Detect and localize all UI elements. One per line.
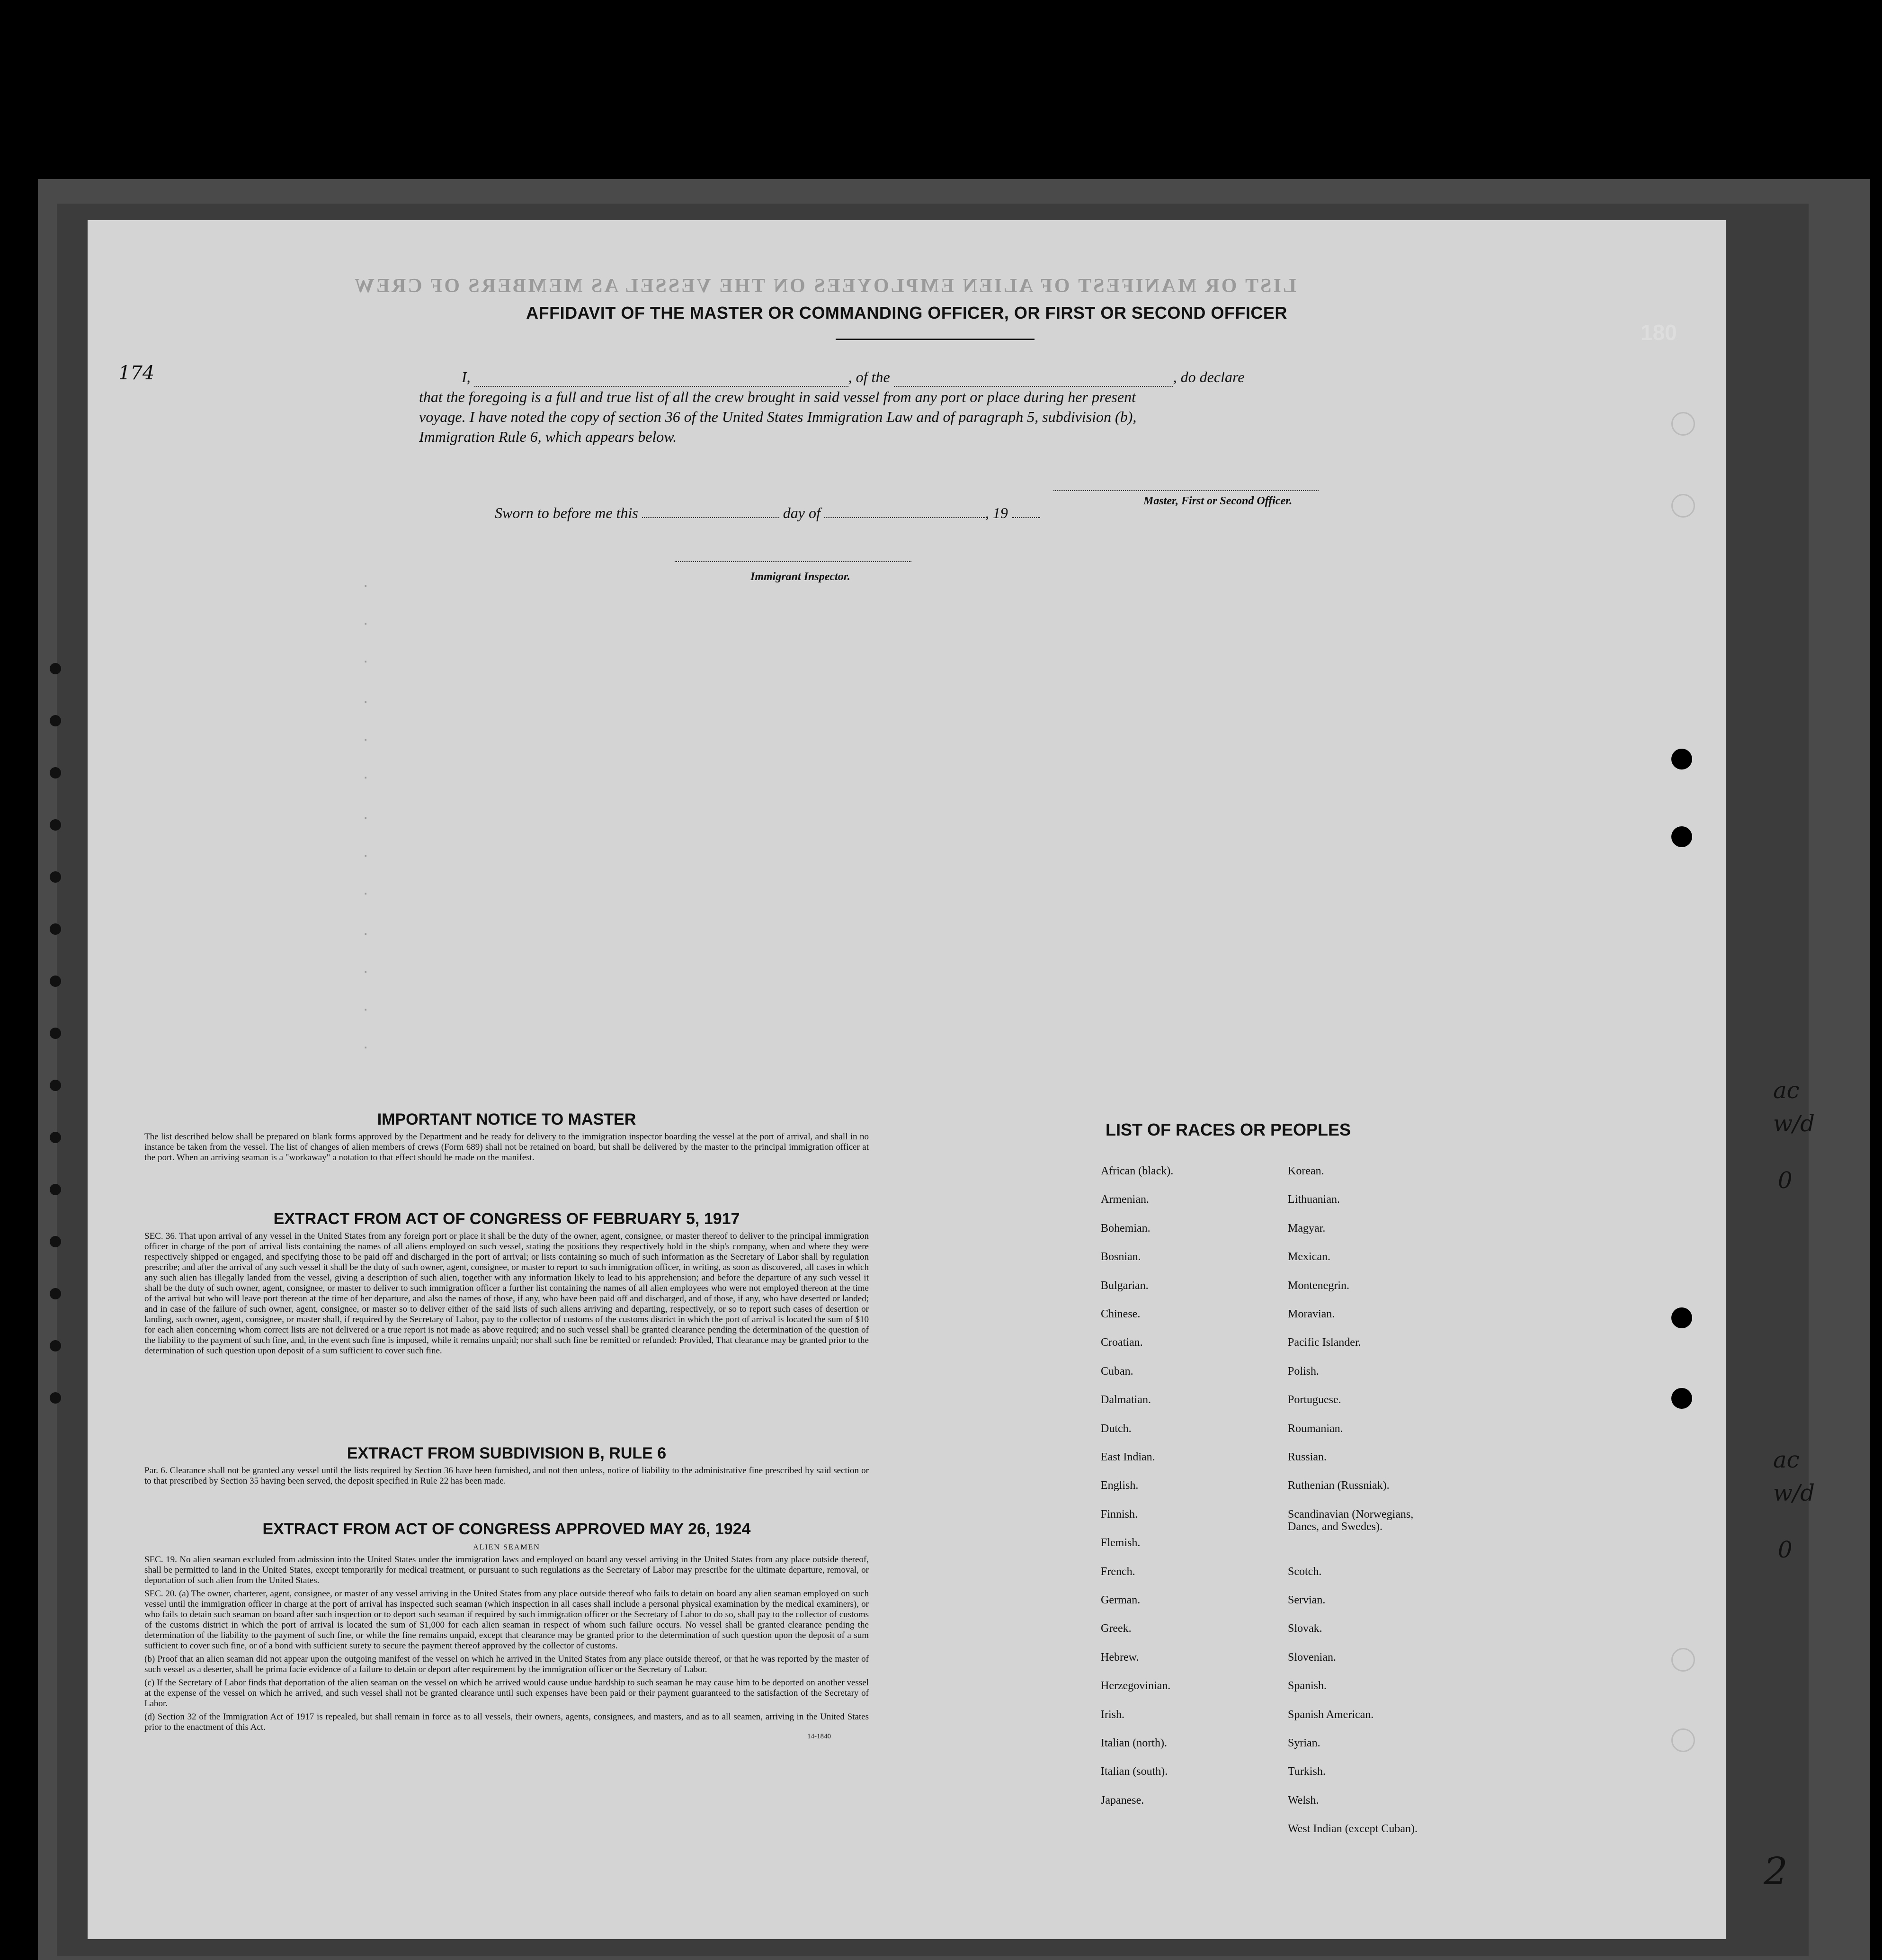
extract-1924-sec20a: SEC. 20. (a) The owner, charterer, agent, consignee, or master of any vessel arriving in the United States from any place outside thereof who fails to detain on board any alien seaman employed on such vessel until the immigration officer in charge at the port of arrival has inspected such seaman (which inspection in all cases shall include a personal physical examination by the medical examiners), or who fails to detain such seaman on board after such inspection or to deport such seaman if required by such immigration officer or the Secretary of Labor to do so, shall pay to the collector of customs of the customs district in which the port of arrival is located the sum of $1,000 for each alien seaman in respect of whom such failure occurs. No vessel shall be granted clearance pending the determination of the liability to the payment of such fine, or while the fine remains unpaid, except that clearance may be granted prior to the determination of such question upon the deposit of a sum sufficient to cover such fine, or of a bond with sufficient surety to secure the payment thereof approved by the collector of customs. — [144, 1589, 869, 1651]
punch-hole — [1671, 1307, 1692, 1328]
handwritten-zero-1: 0 — [1778, 1167, 1793, 1194]
race-item: Dutch. — [1101, 1422, 1132, 1435]
race-item: Moravian. — [1288, 1308, 1335, 1320]
punch-hole — [1671, 749, 1692, 770]
vessel-name-blank[interactable] — [894, 372, 1173, 387]
race-item: Mexican. — [1288, 1251, 1330, 1263]
race-item: Russian. — [1288, 1451, 1327, 1463]
affidavit-declaration — [419, 367, 1461, 447]
inspector-caption: Immigrant Inspector. — [750, 571, 850, 583]
extract-1924-sec20b: (b) Proof that an alien seaman did not appear upon the outgoing manifest of the vessel on which he arrived in the United States from any place outside thereof, or that he was reported by the master of such vessel as a deserter, shall be prima facie evidence of a failure to detain or deport after requirement by the immigration officer or the Secretary of Labor. — [144, 1654, 869, 1674]
extract-1924-subtitle: ALIEN SEAMEN — [473, 1543, 540, 1551]
race-item: Italian (south). — [1101, 1765, 1168, 1778]
manifest-sheet: LIST OR MANIFEST OF ALIEN EMPLOYEES ON THE VESSEL AS MEMBERS OF CREW 180 174 AFFIDAVIT OF THE MASTER OR COMMANDING OFFICER, OR FIRST OR SECOND OFFICER I, , of the , do declare that the foregoing is a full and true list of all the crew brought in said vessel from any port or place during her present voyage. I have noted the copy of section 36 of the United States Immigration Law and of paragraph 5, subdivision (b), Immigration Rule 6, which appears below. Master, First or Second Officer. Sworn to before me this day of , 19 Immigrant Inspector. . . . . . . . . . . . . . IMPORTANT NOTICE TO MASTER The list described below shall be prepared on blank forms approved by the Department and be ready for delivery to the immigration inspector boarding the vessel at the port of arrival, and shall in no instance be taken from the vessel. The list of changes of alien members of crews (Form 689) shall not be retained on board, but shall be delivered by the master to the principal immigration officer at the port. When an arriving seaman is a "workaway" a notation to that effect should be made on the manifest. EXTRACT FROM ACT OF CONGRESS OF FEBRUARY 5, 1917 SEC. 36. That upon arrival of any vessel in the United States from any foreign port or place it shall be the duty of the owner, agent, consignee, or master thereof to deliver to the principal immigration officer in charge of the port of arrival lists containing the names of all aliens employed on such vessel, stating the positions they respectively hold in the ship's company, when and where they were respectively shipped or engaged, and specifying those to be paid off and discharged in the port of arrival; or lists containing so much of such information as the Secretary of Labor shall by regulation prescribe; and after the arrival of any such vessel it shall be the duty of such owner, agent, consignee, or master to report to such immigration officer, in writing, as soon as discovered, all cases in which any such alien has illegally landed from the vessel, giving a description of such alien, together with any information likely to lead to his apprehension; and before the departure of any such vessel it shall be the duty of such owner, agent, consignee, or master to deliver to such immigration officer a further list containing the names of all alien employees who were not employed thereon at the time of the arrival but who will leave port thereon at the time of her departure, and also the names of those, if any, who have been paid off and discharged, and of those, if any, who have deserted or landed; and in case of the failure of such owner, agent, consignee, or master so to deliver either of the said lists of such aliens arriving and departing, respectively, or so to report such cases of desertion or landing, such owner, agent, consignee, or master shall, if required by the Secretary of Labor, pay to the collector of customs of the customs district in which the port of arrival is located the sum of $10 for each alien concerning whom correct lists are not delivered or a true report is not made as above required; and no such vessel shall be granted clearance pending the determination of the question of the liability to the payment of such fine, and, in the event such fine is imposed, while it remains unpaid; nor shall such fine be remitted or refunded: Provided, That clearance may be granted prior to the determination of such question upon deposit of a sum sufficient to cover such fine. EXTRACT FROM SUBDIVISION B, RULE 6 Par. 6. Clearance shall not be granted any vessel until the lists required by Section 36 have been furnished, and not then unless, notice of liability to the administrative fine prescribed by said section or to that prescribed by Section 35 having been served, the deposit specified in Rule 22 has been made. EXTRACT FROM ACT OF CONGRESS APPROVED MAY 26, 1924 ALIEN SEAMEN SEC. 19. No alien seaman excluded from admission into the United States under the immigration laws and employed on board any vessel arriving in the United States from any place outside thereof, shall be permitted to land in the United States, except temporarily for medical treatment, or pursuant to such regulations as the Secretary of Labor may prescribe for the ultimate departure, removal, or deportation of such alien from the United States. SEC. 20. (a) The owner, charterer, agent, consignee, or master of any vessel arriving in the United States from any place outside thereof who fails to detain on board any alien seaman employed on such vessel until the immigration officer in charge at the port of arrival has inspected such seaman (which inspection in all cases shall include a personal physical examination by the medical examiners), or who fails to detain such seaman on board after such inspection or to deport such seaman if required by such immigration officer or the Secretary of Labor to do so, shall pay to the collector of customs of the customs district in which the port of arrival is located the sum of $1,000 for each alien seaman in respect of whom such failure occurs. No vessel shall be granted clearance pending the determination of the liability to the payment of such fine, or while the fine remains unpaid, except that clearance may be granted prior to the determination of such question upon the deposit of a sum sufficient to cover such fine, or of a bond with sufficient surety to secure the payment thereof approved by the collector of customs. (b) Proof that an alien seaman did not appear upon the outgoing manifest of the vessel on which he arrived in the United States from any place outside thereof, or that he was reported by the master of such vessel as a deserter, shall be prima facie evidence of a failure to detain or deport after requirement by the immigration officer or the Secretary of Labor. (c) If the Secretary of Labor finds that deportation of the alien seaman on the vessel on which he arrived would cause undue hardship to such seaman he may cause him to be deported on another vessel at the expense of the vessel on which he arrived, and such vessel shall not be granted clearance until such expenses have been paid or their payment guaranteed to the satisfaction of the Secretary of Labor. (d) Section 32 of the Immigration Act of 1917 is repealed, but shall remain in force as to all vessels, their owners, agents, consignees, and masters, and as to all seamen, arriving in the United States prior to the enactment of this Act. 14-1840 LIST OF RACES OR PEOPLES ac w/d 0 ac w/d 0 2 African (black). Armenian. Bohemian. Bosnian. Bulgarian. Chinese. Croatian. Cuban. Dalmatian. Dutch. East Indian. English. Finnish. Flemish. French. German. Greek. Hebrew. Herzegovinian. Irish. Italian (north). Italian (south). Japanese. Korean. Lithuanian. Magyar. Mexican. Montenegrin. Moravian. Pacific Islander. Polish. Portuguese. Roumanian. Russian. Ruthenian (Russniak). Scandinavian (Norwegians, Danes, and Swedes). Scotch. Servian. Slovak. Slovenian. Spanish. Spanish American. Syrian. Turkish. Welsh. West Indian (except Cuban). — [88, 220, 1726, 1939]
master-name-blank[interactable] — [474, 372, 848, 387]
race-item: Bosnian. — [1101, 1251, 1141, 1263]
race-item: Spanish. — [1288, 1680, 1327, 1692]
race-item: French. — [1101, 1565, 1135, 1578]
race-item: Syrian. — [1288, 1737, 1320, 1749]
inspector-signature-line[interactable] — [675, 561, 911, 562]
handwritten-zero-2: 0 — [1778, 1537, 1793, 1563]
signature-line[interactable] — [1053, 490, 1319, 491]
punch-hole — [1671, 412, 1695, 436]
race-item: Danes, and Swedes). — [1288, 1520, 1383, 1533]
race-item: Korean. — [1288, 1165, 1324, 1177]
race-item: Slovak. — [1288, 1622, 1322, 1635]
race-item: Japanese. — [1101, 1794, 1144, 1807]
decl-mid: , of the — [848, 368, 890, 385]
decl-line3: voyage. I have noted the copy of section 36 of the United States Immigration Law and of paragraph 5, subdivision (b), — [419, 408, 1137, 425]
punch-hole — [1671, 494, 1695, 518]
affidavit-title: AFFIDAVIT OF THE MASTER OR COMMANDING OFFICER, OR FIRST OR SECOND OFFICER — [526, 303, 1287, 322]
race-item: Finnish. — [1101, 1508, 1138, 1521]
extract-1924-sec20c: (c) If the Secretary of Labor finds that deportation of the alien seaman on the vessel on which he arrived would cause undue hardship to such seaman he may cause him to be deported on another vessel at the expense of the vessel on which he arrived, and such vessel shall not be granted clearance until such expenses have been paid or their payment guaranteed to the satisfaction of the Secretary of Labor. — [144, 1678, 869, 1709]
race-item: Slovenian. — [1288, 1651, 1336, 1664]
sworn-day-label: day of — [783, 504, 821, 521]
handwritten-note-2b: w/d — [1773, 1480, 1815, 1506]
sworn-prefix: Sworn to before me this — [495, 504, 638, 521]
extract-1917-text: SEC. 36. That upon arrival of any vessel in the United States from any foreign port or place it shall be the duty of the owner, agent, consignee, or master thereof to deliver to the principal immigration officer in charge of the port of arrival lists containing the names of all aliens employed on such vessel, stating the positions they respectively hold in the ship's company, when and where they were respectively shipped or engaged, and specifying those to be paid off and discharged in the port of arrival; or lists containing so much of such information as the Secretary of Labor shall by regulation prescribe; and after the arrival of any such vessel it shall be the duty of such owner, agent, consignee, or master to report to such immigration officer, in writing, as soon as discovered, all cases in which any such alien has illegally landed from the vessel, giving a description of such alien, together with any information likely to lead to his apprehension; and before the departure of any such vessel it shall be the duty of such owner, agent, consignee, or master to deliver to such immigration officer a further list containing the names of all alien employees who were not employed thereon at the time of the arrival but who will leave port thereon at the time of her departure, and also the names of those, if any, who have been paid off and discharged, and of those, if any, who have deserted or landed; and in case of the failure of such owner, agent, consignee, or master so to deliver either of the said lists of such aliens arriving and departing, respectively, or so to report such cases of desertion or landing, such owner, agent, consignee, or master shall, if required by the Secretary of Labor, pay to the collector of customs of the customs district in which the port of arrival is located the sum of $10 for each alien concerning whom correct lists are not delivered or a true report is not made as above required; and no such vessel shall be granted clearance pending the determination of the question of the liability to the payment of such fine, and, in the event such fine is imposed, while it remains unpaid; nor shall such fine be remitted or refunded: Provided, That clearance may be granted prior to the determination of such question upon deposit of a sum sufficient to cover such fine. — [144, 1231, 869, 1356]
race-item: Portuguese. — [1288, 1394, 1341, 1406]
race-item: Ruthenian (Russniak). — [1288, 1479, 1390, 1492]
race-item: West Indian (except Cuban). — [1288, 1823, 1418, 1835]
punch-hole — [1671, 826, 1692, 847]
handwritten-note-1b: w/d — [1773, 1110, 1815, 1137]
race-item: Irish. — [1101, 1708, 1124, 1721]
race-item: Dalmatian. — [1101, 1394, 1151, 1406]
race-item: Cuban. — [1101, 1365, 1133, 1378]
race-item: German. — [1101, 1594, 1141, 1606]
form-number: 14-1840 — [807, 1733, 831, 1740]
handwritten-note-2a: ac — [1773, 1447, 1800, 1473]
handwritten-note-1a: ac — [1773, 1077, 1800, 1104]
race-item: English. — [1101, 1479, 1139, 1492]
notice-title: IMPORTANT NOTICE TO MASTER — [377, 1110, 636, 1128]
races-title: LIST OF RACES OR PEOPLES — [1106, 1120, 1351, 1139]
race-item: Spanish American. — [1288, 1708, 1374, 1721]
race-item: Scotch. — [1288, 1565, 1322, 1578]
race-item: Hebrew. — [1101, 1651, 1139, 1664]
extract-1917-title: EXTRACT FROM ACT OF CONGRESS OF FEBRUARY 5, 1917 — [273, 1210, 740, 1228]
notice-section — [144, 1110, 869, 1163]
race-item: Bulgarian. — [1101, 1279, 1149, 1292]
race-item: Turkish. — [1288, 1765, 1326, 1778]
race-item: Scandinavian (Norwegians, — [1288, 1508, 1414, 1521]
sworn-year-label: , 19 — [985, 504, 1008, 521]
race-item: Herzegovinian. — [1101, 1680, 1171, 1692]
race-item: Armenian. — [1101, 1193, 1149, 1206]
page-number: 180 — [1641, 320, 1677, 345]
decl-line2: that the foregoing is a full and true list of all the crew brought in said vessel from any port or place during her present — [419, 388, 1136, 405]
notice-text: The list described below shall be prepared on blank forms approved by the Department and be ready for delivery to the immigration inspector boarding the vessel at the port of arrival, and shall in no instance be taken from the vessel. The list of changes of alien members of crews (Form 689) shall not be retained on board, but shall be delivered by the master to the principal immigration officer at the port. When an arriving seaman is a "workaway" a notation to that effect should be made on the manifest. — [144, 1132, 869, 1163]
punch-hole — [1671, 1388, 1692, 1409]
extract-rule6-title: EXTRACT FROM SUBDIVISION B, RULE 6 — [347, 1444, 667, 1462]
extract-1924-title: EXTRACT FROM ACT OF CONGRESS APPROVED MAY 26, 1924 — [262, 1520, 751, 1538]
race-item: Croatian. — [1101, 1336, 1143, 1349]
race-item: Magyar. — [1288, 1222, 1326, 1235]
race-item: Pacific Islander. — [1288, 1336, 1361, 1349]
signature-caption: Master, First or Second Officer. — [1143, 495, 1293, 507]
extract-rule6-text: Par. 6. Clearance shall not be granted any vessel until the lists required by Section 36 have been furnished, and not then unless, notice of liability to the administrative fine prescribed by said section or to that prescribed by Section 35 having been served, the deposit specified in Rule 22 has been made. — [144, 1466, 869, 1486]
extract-1924-sec20d: (d) Section 32 of the Immigration Act of 1917 is repealed, but shall remain in force as to all vessels, their owners, agents, consignees, and masters, and as to all seamen, arriving in the United States prior to the enactment of this Act. — [144, 1712, 869, 1732]
decl-suffix: , do declare — [1173, 368, 1245, 385]
race-item: Polish. — [1288, 1365, 1320, 1378]
race-item: Bohemian. — [1101, 1222, 1151, 1235]
race-item: Montenegrin. — [1288, 1279, 1349, 1292]
race-item: African (black). — [1101, 1165, 1174, 1177]
title-underline — [836, 339, 1035, 340]
extract-1917-section — [144, 1210, 869, 1356]
sworn-year-blank[interactable] — [1012, 517, 1040, 518]
sworn-day-blank[interactable] — [642, 517, 779, 518]
decl-prefix: I, — [462, 368, 471, 385]
handwritten-corner-mark: 2 — [1764, 1849, 1788, 1893]
race-item: Italian (north). — [1101, 1737, 1167, 1749]
punch-hole — [1671, 1648, 1695, 1672]
sworn-statement — [495, 504, 1040, 522]
decl-line4: Immigration Rule 6, which appears below. — [419, 428, 677, 445]
race-item: Servian. — [1288, 1594, 1326, 1606]
extract-1924-section — [144, 1520, 869, 1741]
sworn-month-blank[interactable] — [824, 517, 985, 518]
race-item: Chinese. — [1101, 1308, 1141, 1320]
race-item: Flemish. — [1101, 1537, 1141, 1549]
extract-rule6-section — [144, 1444, 869, 1486]
race-item: Greek. — [1101, 1622, 1132, 1635]
race-item: Welsh. — [1288, 1794, 1319, 1807]
race-item: East Indian. — [1101, 1451, 1155, 1463]
punch-hole — [1671, 1728, 1695, 1752]
margin-note-left: 174 — [118, 362, 155, 384]
extract-1924-sec19: SEC. 19. No alien seaman excluded from admission into the United States under the immigration laws and employed on board any vessel arriving in the United States from any place outside thereof, shall be permitted to land in the United States, except temporarily for medical treatment, or pursuant to such regulations as the Secretary of Labor may prescribe for the ultimate departure, removal, or deportation of such alien from the United States. — [144, 1555, 869, 1585]
binding-holes — [50, 663, 64, 1468]
race-item: Lithuanian. — [1288, 1193, 1340, 1206]
race-item: Roumanian. — [1288, 1422, 1343, 1435]
bleed-through-heading: LIST OR MANIFEST OF ALIEN EMPLOYEES ON THE VESSEL AS MEMBERS OF CREW — [353, 275, 1296, 297]
